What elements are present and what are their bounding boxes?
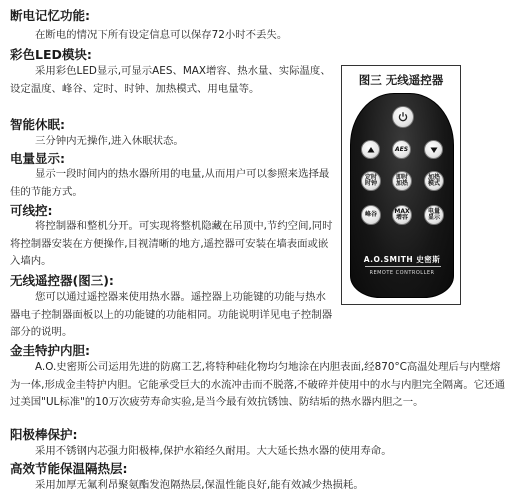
memory-heading: 断电记忆功能: [10,8,90,23]
insulation-heading: 高效节能保温隔热层: [10,461,128,476]
instant-label-1: 即时 [395,173,408,181]
sleep-text: 三分钟内无操作,进入休眠状态。 [35,135,184,147]
remote-heading: 无线遥控器(图三): [10,273,114,288]
power-icon [397,111,409,123]
brand-logo: A.O.SMITH 史密斯 [363,255,441,264]
power-display-heading: 电量显示: [10,151,65,166]
liner-heading: 金圭特护内胆: [10,343,90,358]
wired-control-text: 将控制器和整机分开。可实现将整机隐藏在吊顶中,节约空间,同时将控制器安装在方便操作,目视清晰的地方,遥控器可安装在墙表面或嵌入墙内。 [10,220,333,268]
timer-clock-button[interactable] [361,171,381,191]
liner-text: A.O.史密斯公司运用先进的防腐工艺,将特种硅化物均匀地涂在内胆表面,经870°C高温处理后与内壁熔为一体,形成金圭特护内胆。它能承受巨大的水流冲击而不脱落,不破碎并使用中的水与内胆完全隔离。它还通过美国"UL标准"的10万次疲劳寿命实验,是当今最有效抗锈蚀、防结垢的热水器内胆之一。 [10,361,505,409]
max-label-2: 增容 [395,214,408,221]
up-arrow-icon [367,146,375,154]
remote-text: 您可以通过遥控器来使用热水器。遥控器上功能键的功能与热水器电子控制器面板以上的功能键的功能相同。功能说明详见电子控制器部分的说明。 [10,291,333,339]
power-display-text: 显示一段时间内的热水器所用的电量,从而用户可以参照来选择最佳的节能方式。 [10,168,330,198]
instant-heat-button[interactable] [392,171,412,191]
figure-title: 图三 无线遥控器 [358,73,444,87]
max-label-1: MAX [394,207,410,215]
heat-mode-button[interactable] [424,171,444,191]
timer-label-1: 定时 [364,173,377,181]
anode-heading: 阳极棒保护: [10,427,78,442]
memory-text: 在断电的情况下所有设定信息可以保存72小时不丢失。 [35,29,288,41]
anode-text: 采用不锈钢内芯强力阳极棒,保护水箱经久耐用。大大延长热水器的使用寿命。 [35,445,392,457]
heat-label-1: 加热 [427,173,440,181]
aes-button[interactable]: AES [392,140,411,159]
brand-divider [365,266,441,267]
down-button[interactable] [424,140,443,159]
remote-controller-label: REMOTE CONTROLLER [369,270,435,276]
led-heading: 彩色LED模块: [10,47,92,62]
instant-label-2: 加热 [395,180,408,187]
max-capacity-button[interactable] [392,205,412,225]
remote-controller-image [350,93,454,298]
up-button[interactable] [361,140,380,159]
insulation-text: 采用加厚无氟利昂聚氨酯发泡隔热层,保温性能良好,能有效减少热损耗。 [35,479,364,491]
energy-label-1: 电量 [427,207,440,215]
heat-label-2: 模式 [427,180,440,187]
timer-label-2: 时钟 [364,180,377,187]
power-button[interactable] [392,106,414,128]
energy-display-button[interactable] [424,205,444,225]
wired-control-heading: 可线控: [10,203,53,218]
down-arrow-icon [430,146,438,154]
remote-figure [341,65,461,305]
energy-label-2: 显示 [427,214,440,221]
led-text: 采用彩色LED显示,可显示AES、MAX增容、热水量、实际温度、设定温度、峰谷、定时、时钟、加热模式、用电量等。 [10,65,331,95]
peak-valley-button[interactable]: 峰谷 [361,205,381,225]
sleep-heading: 智能休眠: [10,117,65,132]
